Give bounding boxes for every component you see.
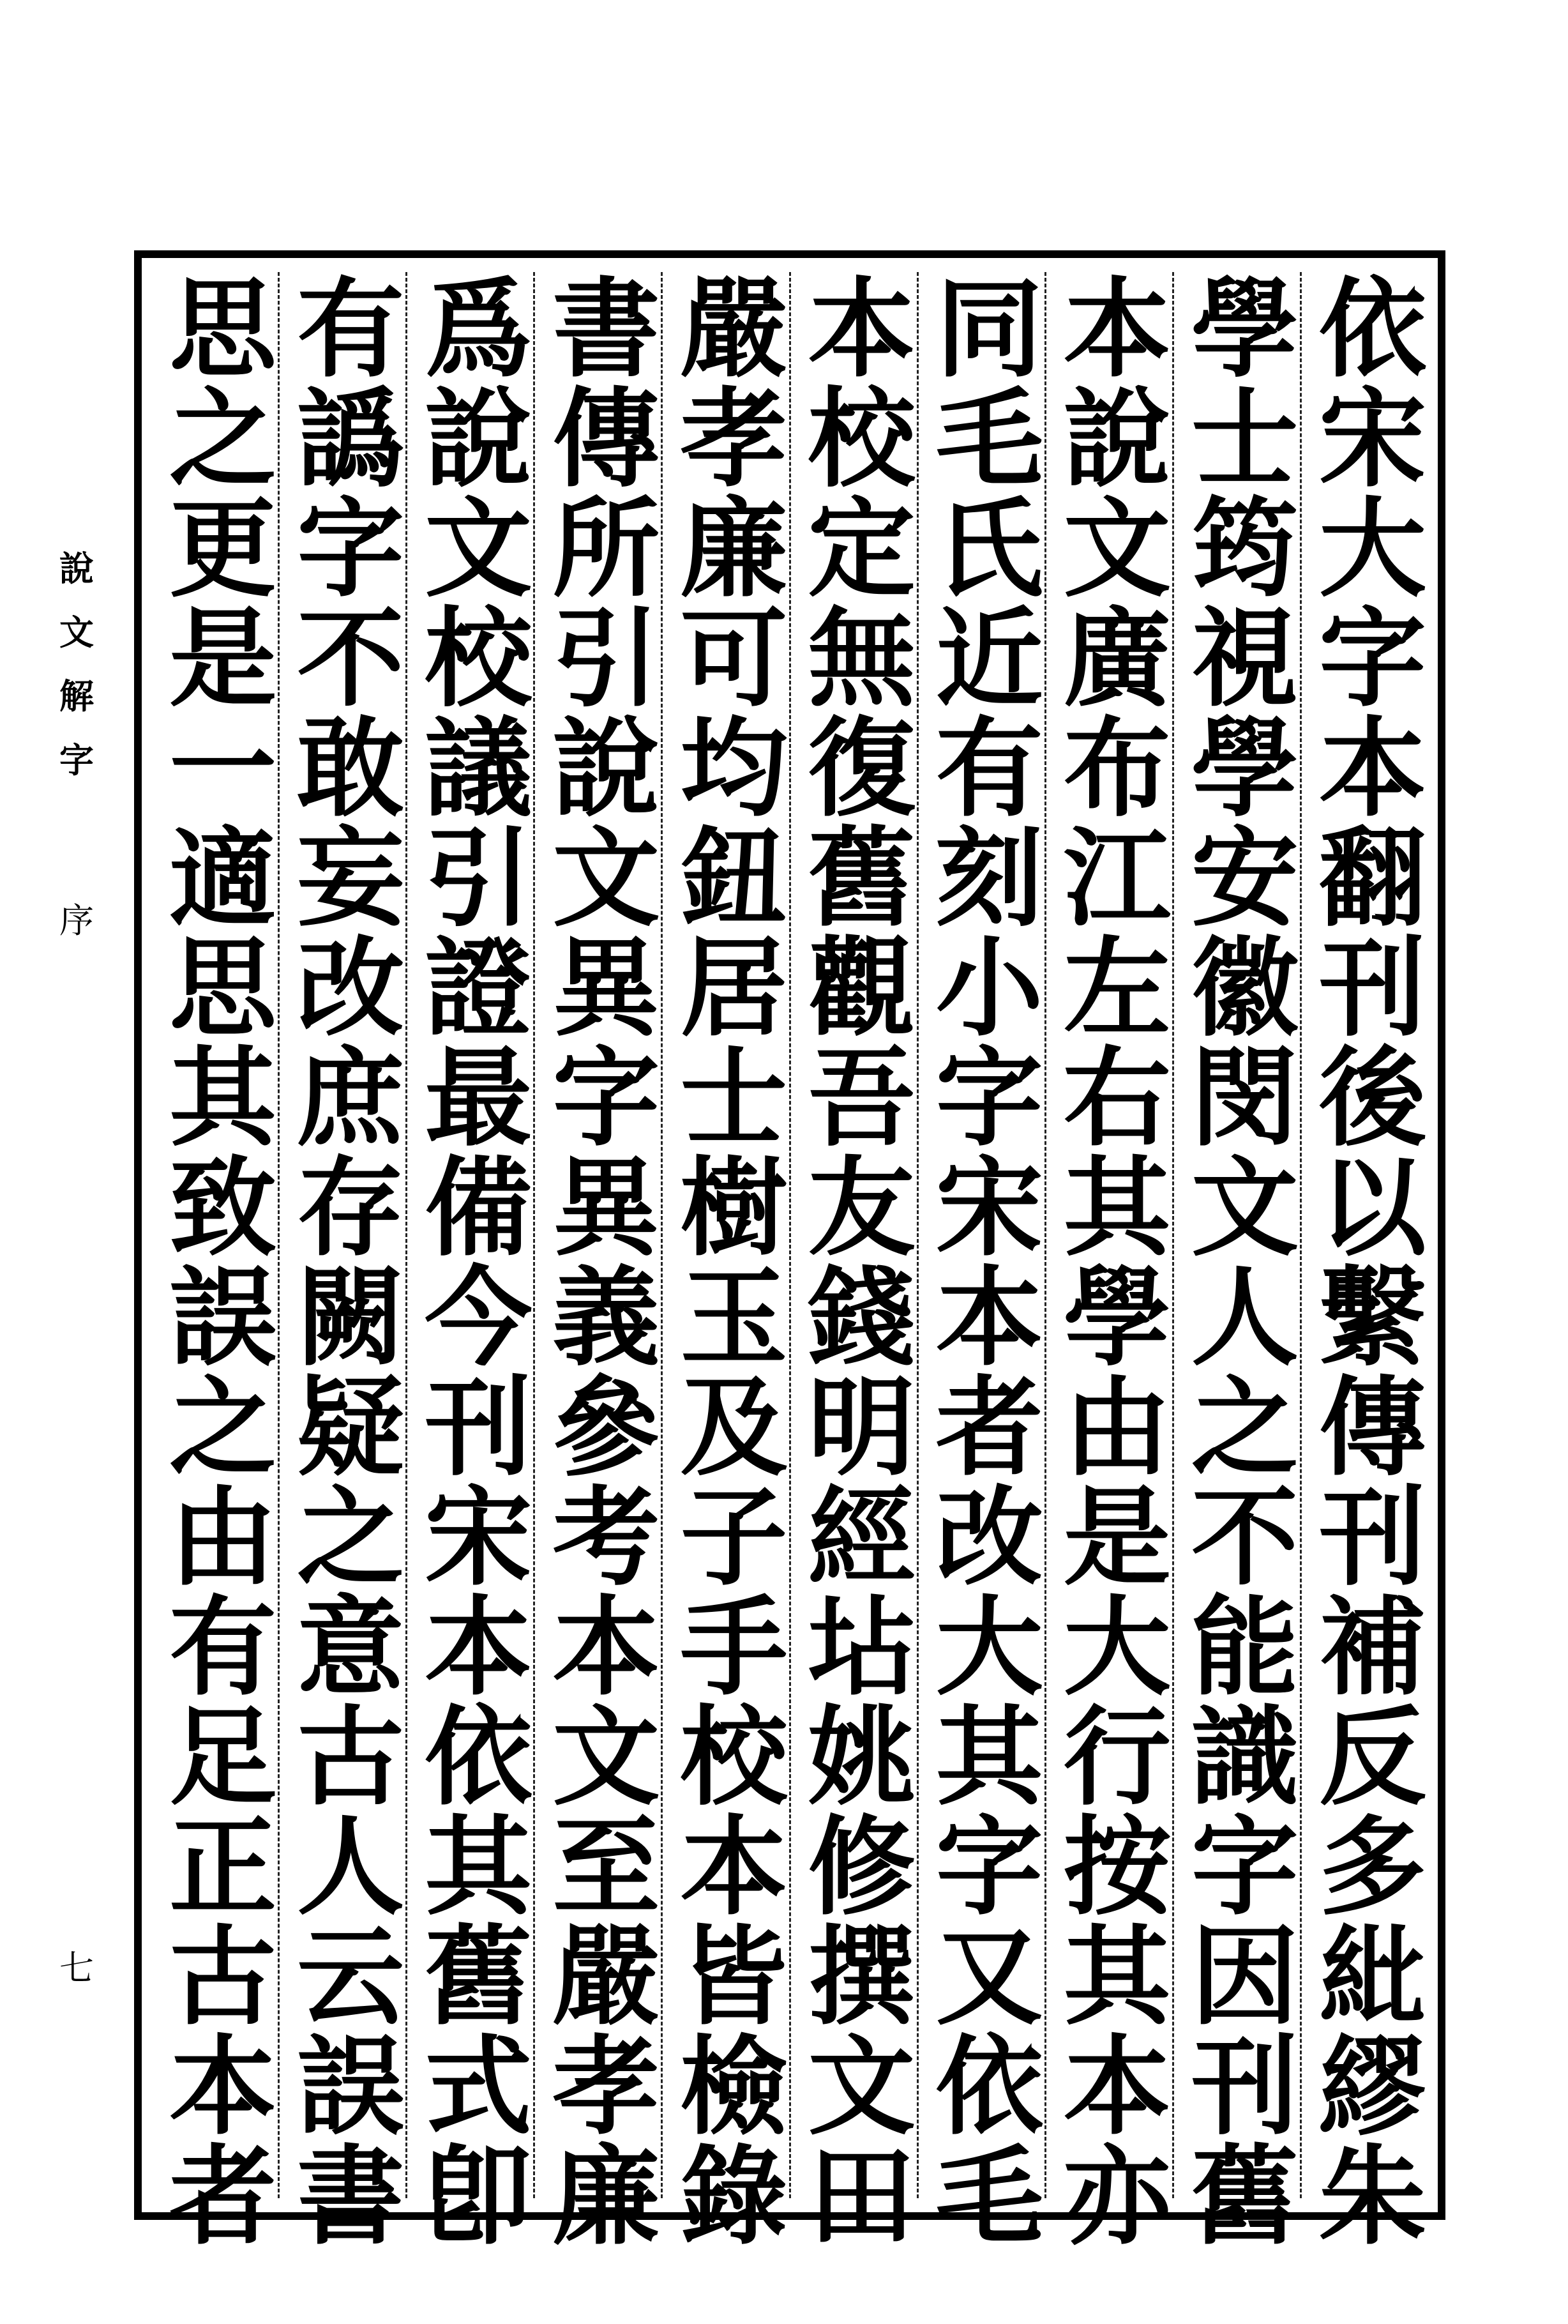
text-column bbox=[1172, 272, 1300, 2249]
text-column bbox=[1300, 272, 1428, 2249]
text-column bbox=[917, 272, 1045, 2249]
column-text: 書傳所引說文異字異義參考本文至嚴孝廉 bbox=[534, 272, 661, 2249]
text-column bbox=[278, 272, 406, 2249]
column-text: 學士筠視學安徽閔文人之不能識字因刊舊 bbox=[1173, 272, 1300, 2249]
column-text: 依宋大字本翻刊後以繫傳刊補反多紕繆朱 bbox=[1301, 272, 1428, 2249]
text-column bbox=[151, 272, 278, 2249]
text-column bbox=[789, 272, 917, 2249]
column-text: 本說文廣布江左右其學由是大行按其本亦 bbox=[1046, 272, 1173, 2249]
margin-title-char: 字 bbox=[59, 740, 94, 780]
column-text: 本校定無復舊觀吾友錢明經坫姚修撰文田 bbox=[790, 272, 917, 2249]
text-column bbox=[1044, 272, 1173, 2249]
margin-title-char: 文 bbox=[59, 612, 94, 653]
column-text: 爲說文校議引證最備今刊宋本依其舊式卽 bbox=[407, 272, 534, 2249]
margin-book-title bbox=[51, 536, 102, 792]
column-text: 思之更是一適思其致誤之由有足正古本者 bbox=[151, 272, 278, 2249]
text-columns bbox=[151, 272, 1428, 2249]
column-text: 嚴孝廉可均鈕居士樹玉及子手校本皆檢錄 bbox=[662, 272, 789, 2249]
text-column bbox=[661, 272, 789, 2249]
margin-title-char: 說 bbox=[59, 548, 94, 589]
column-text: 同毛氏近有刻小字宋本者改大其字又依毛 bbox=[918, 272, 1045, 2249]
text-column bbox=[405, 272, 534, 2249]
margin-section-label: 序 bbox=[59, 900, 94, 941]
text-frame bbox=[134, 250, 1445, 2249]
page-number: 七 bbox=[59, 1948, 94, 1988]
column-text: 有譌字不敢妄改庶存闕疑之意古人云誤書 bbox=[279, 272, 406, 2249]
margin-title-char: 解 bbox=[59, 676, 94, 717]
text-column bbox=[533, 272, 661, 2249]
